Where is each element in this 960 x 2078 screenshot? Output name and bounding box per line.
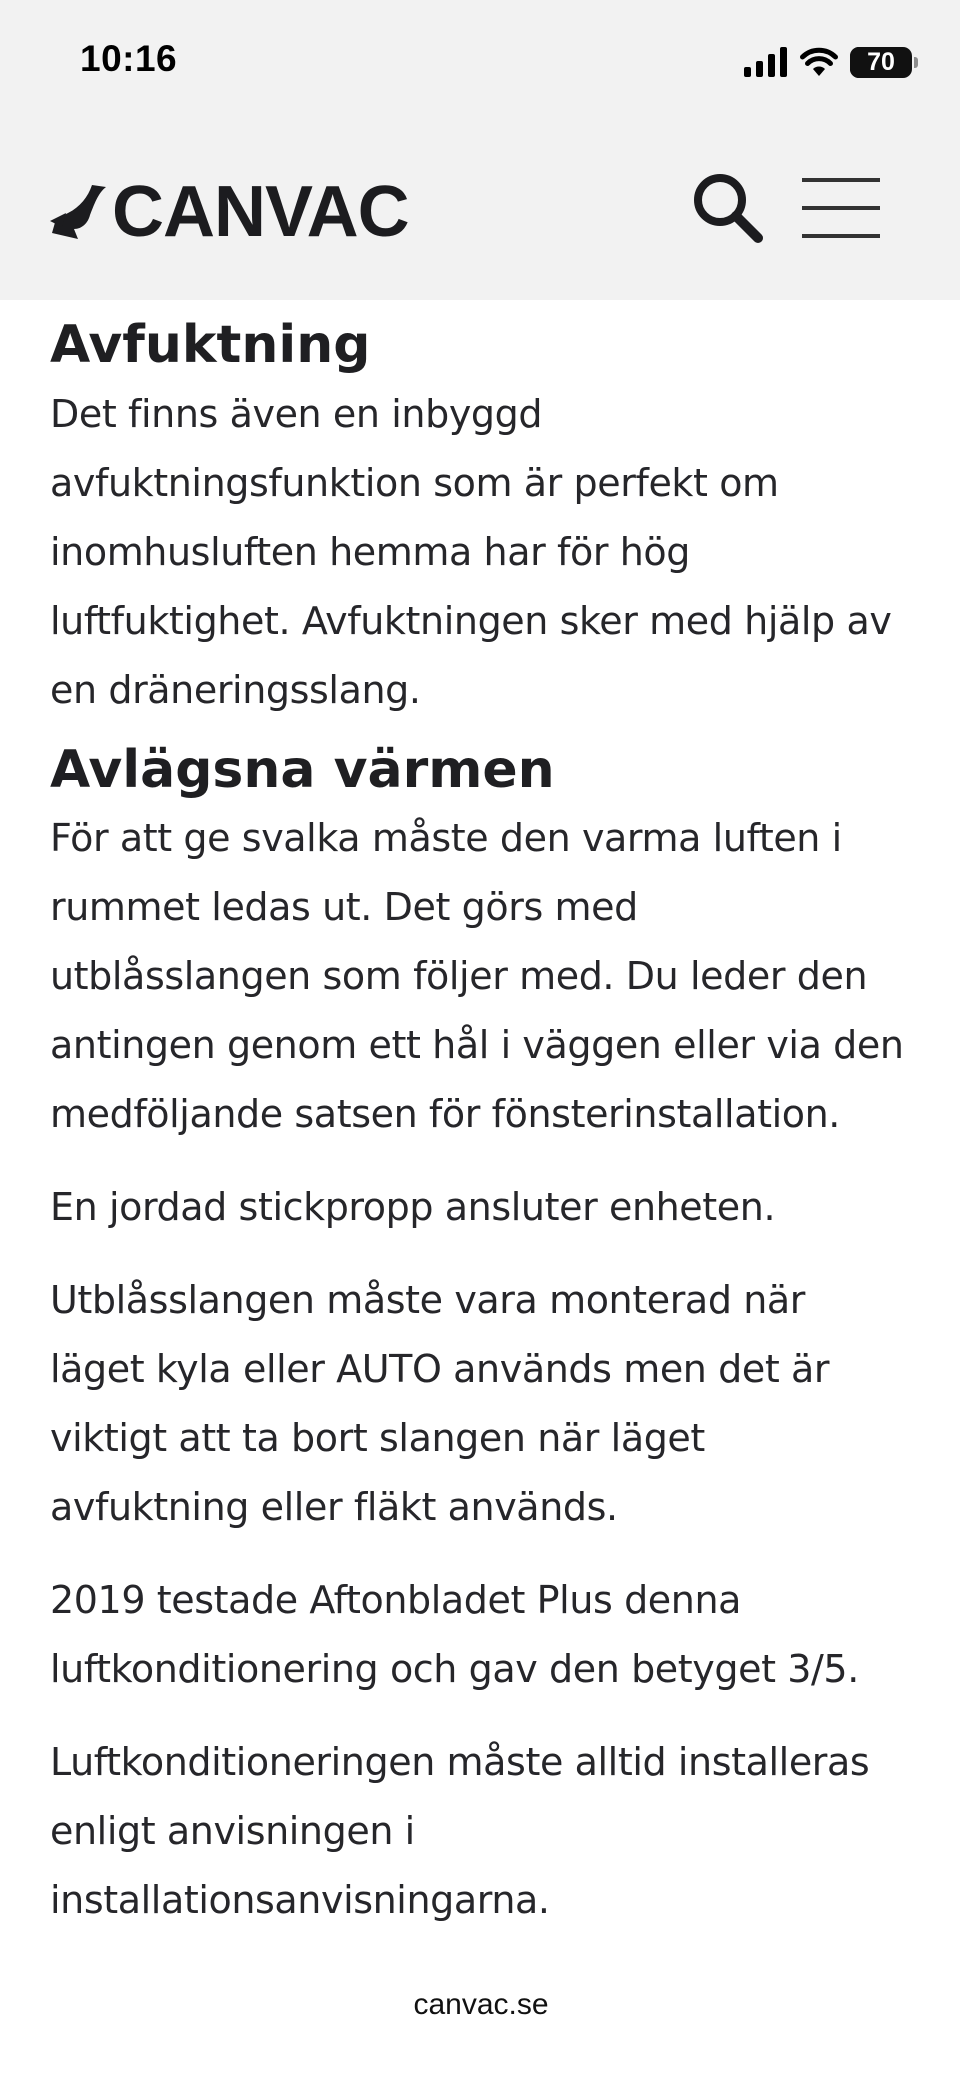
hamburger-menu-icon bbox=[800, 172, 884, 244]
paragraph-dehumidification: Det finns även en inbyggd avfuktningsfunktion som är perfekt om inomhusluften hemma har för hög luftfuktighet. Avfuktningen sker med hjälp av en dräneringsslang. bbox=[50, 391, 892, 712]
logo-text: CANVAC bbox=[112, 172, 409, 252]
search-button[interactable] bbox=[688, 168, 768, 248]
heading-remove-heat: Avlägsna värmen bbox=[50, 739, 555, 800]
paragraph-hose-modes: Utblåsslangen måste vara monterad när läget kyla eller AUTO används men det är viktigt att ta bort slangen när läget avfuktning eller fläkt används. bbox=[50, 1278, 830, 1530]
paragraph-installation: Luftkonditioneringen måste alltid installeras enligt anvisningen i installationsanvisningarna. bbox=[50, 1740, 870, 1923]
battery-icon bbox=[850, 47, 912, 78]
wifi-icon bbox=[800, 47, 838, 77]
status-bar bbox=[0, 0, 960, 120]
canvac-logo[interactable] bbox=[48, 172, 409, 252]
battery-level-text: 70 bbox=[867, 47, 895, 76]
paragraph-plug: En jordad stickpropp ansluter enheten. bbox=[50, 1185, 776, 1230]
logo-mark-icon bbox=[48, 183, 110, 241]
status-icons bbox=[744, 40, 912, 84]
heading-dehumidification: Avfuktning bbox=[50, 315, 371, 375]
browser-url-bar[interactable]: canvac.se bbox=[358, 1966, 604, 2044]
paragraph-exhaust-hose: För att ge svalka måste den varma luften i rummet ledas ut. Det görs med utblåsslangen som följer med. Du leder den antingen genom ett hål i väggen eller via den medföljande satsen för fönsterinstallation. bbox=[50, 816, 904, 1137]
paragraph-test-rating: 2019 testade Aftonbladet Plus denna luftkonditionering och gav den betyget 3/5. bbox=[50, 1578, 859, 1692]
menu-button[interactable] bbox=[800, 172, 884, 244]
signal-icon bbox=[744, 47, 788, 77]
status-time: 10:16 bbox=[80, 38, 178, 79]
site-header bbox=[0, 120, 960, 300]
search-icon bbox=[688, 168, 768, 248]
article-content bbox=[50, 300, 910, 1935]
